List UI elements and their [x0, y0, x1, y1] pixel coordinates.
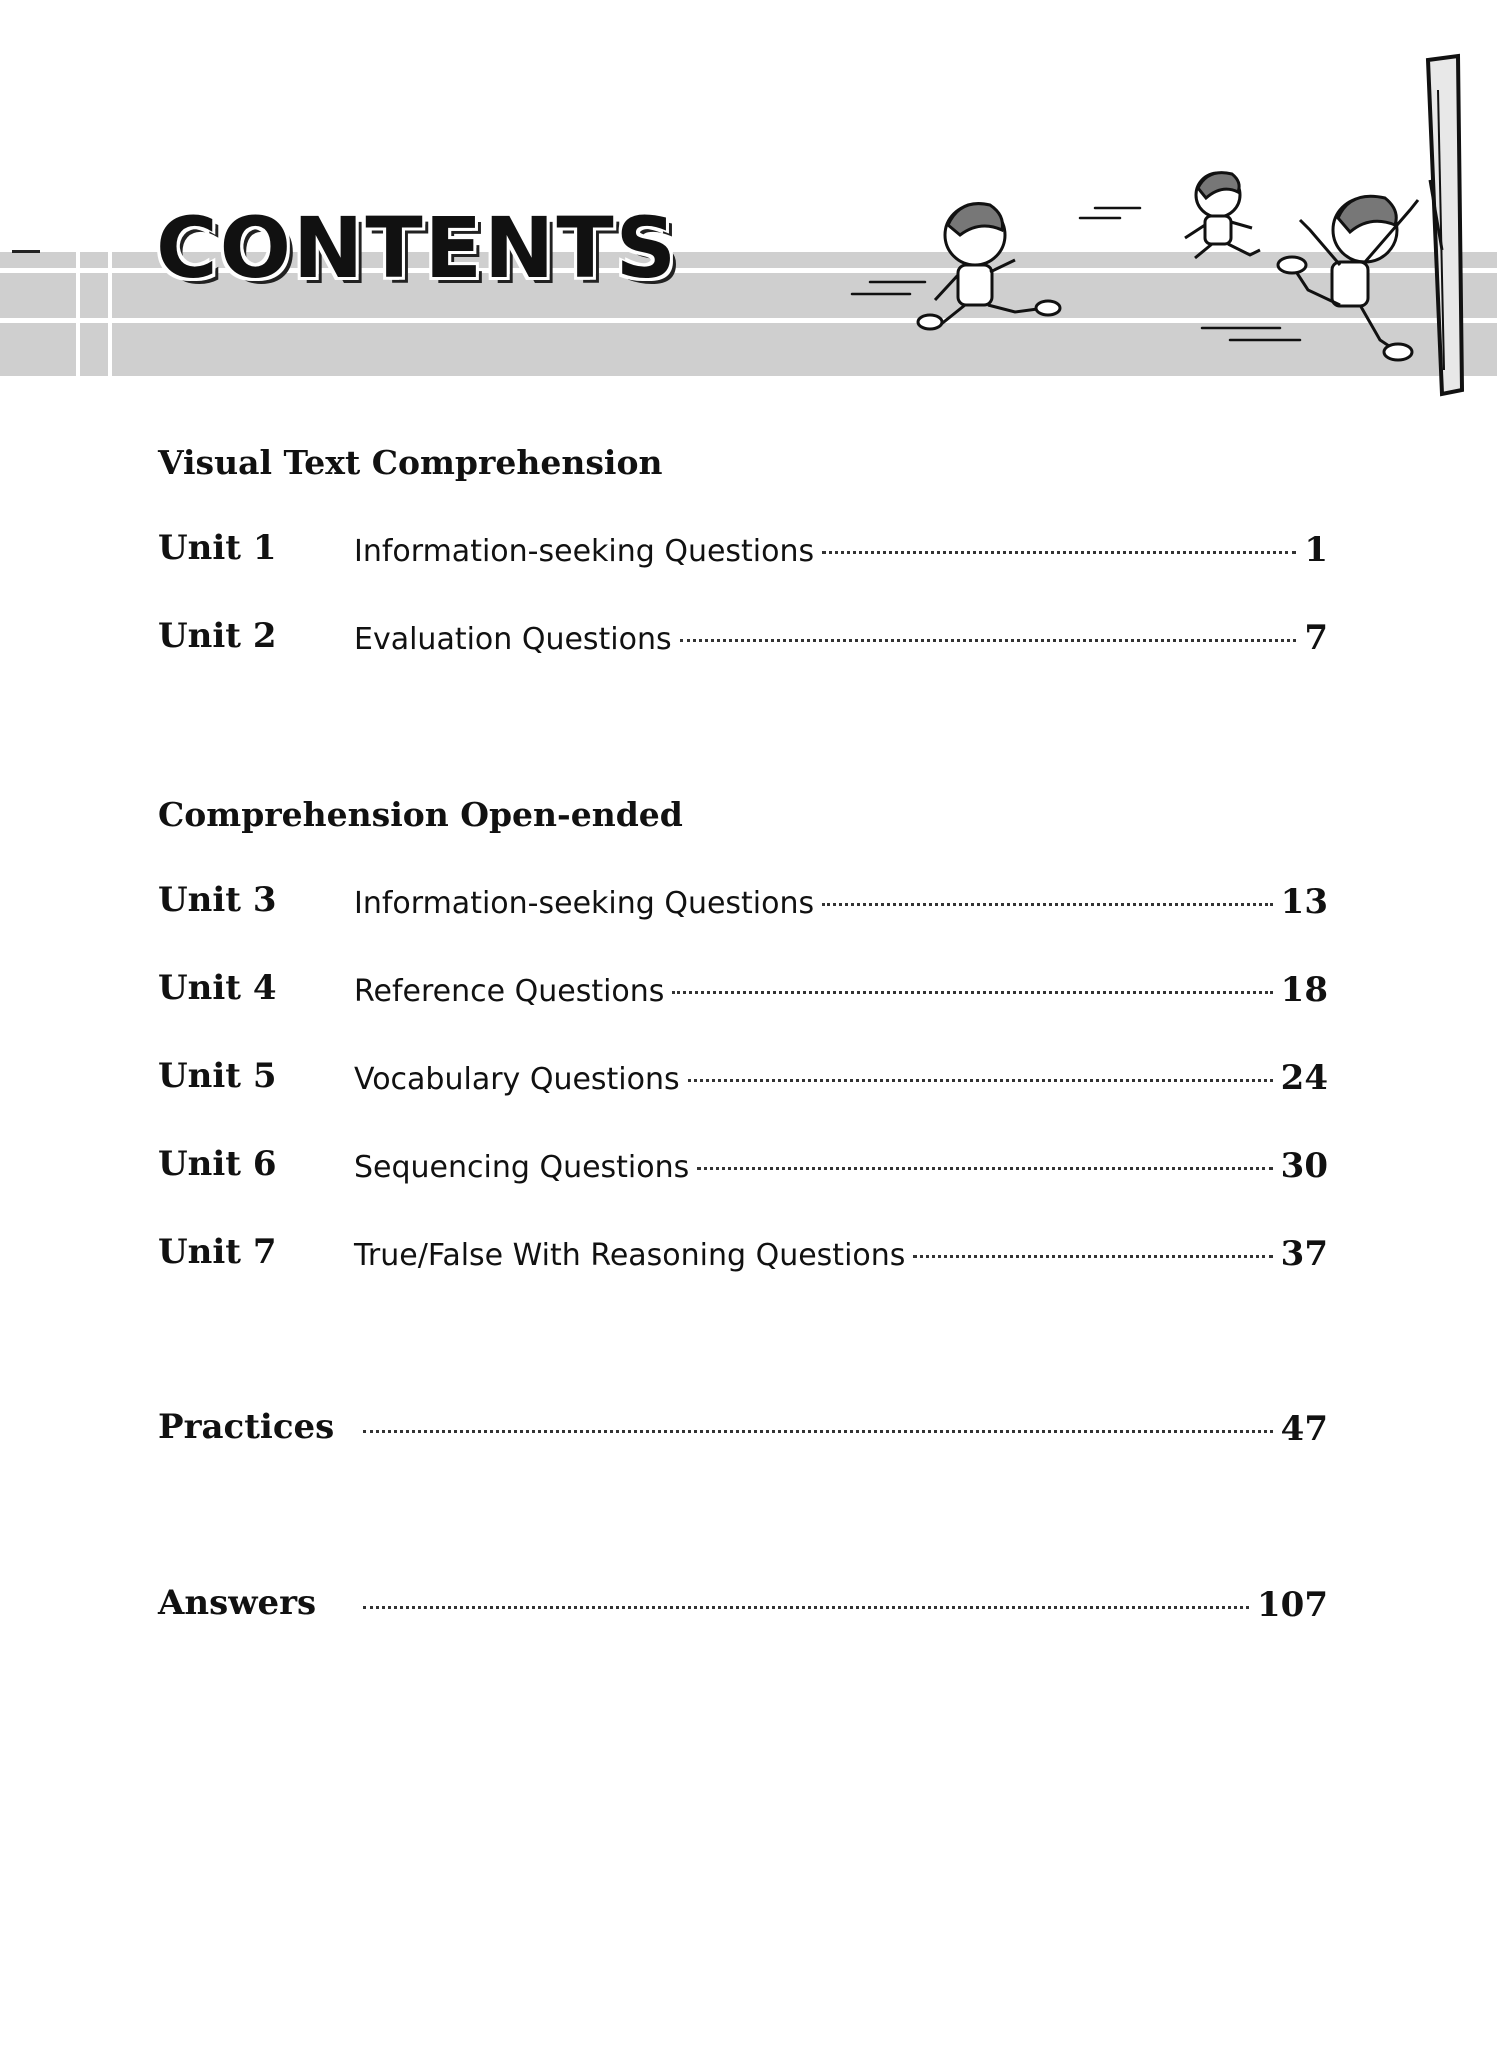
toc-leader	[688, 1079, 1273, 1082]
corner-dash	[12, 250, 40, 253]
running-child-icon	[918, 204, 1060, 329]
toc-entry[interactable]	[158, 879, 1328, 925]
toc-unit: Unit 7	[158, 1232, 277, 1272]
toc-leader	[672, 991, 1272, 994]
toc-title: True/False With Reasoning Questions	[354, 1238, 906, 1273]
toc-page-number: 7	[1304, 618, 1328, 658]
toc-entry-answers[interactable]	[158, 1582, 1328, 1628]
toc-leader	[822, 903, 1273, 906]
toc-extra-label: Practices	[158, 1407, 335, 1447]
toc-title: Information-seeking Questions	[354, 886, 815, 921]
toc-entry[interactable]	[158, 967, 1328, 1013]
toc-page-number: 107	[1257, 1585, 1328, 1625]
toc-title: Vocabulary Questions	[354, 1062, 680, 1097]
toc-entry-practices[interactable]	[158, 1406, 1328, 1452]
running-child-icon	[1185, 173, 1260, 258]
toc-page-number: 30	[1280, 1146, 1328, 1186]
toc-page-number: 24	[1280, 1058, 1328, 1098]
band-divider	[76, 252, 80, 376]
toc-unit: Unit 5	[158, 1056, 277, 1096]
toc-unit: Unit 2	[158, 616, 277, 656]
running-child-icon	[1278, 196, 1418, 360]
toc-unit: Unit 3	[158, 880, 277, 920]
toc-leader	[697, 1167, 1272, 1170]
toc-title: Reference Questions	[354, 974, 665, 1009]
toc-page-number: 47	[1280, 1409, 1328, 1449]
toc-unit: Unit 4	[158, 968, 277, 1008]
toc-leader	[822, 551, 1296, 554]
running-children-illustration	[840, 50, 1497, 410]
toc-page-number: 1	[1304, 530, 1328, 570]
toc-title: Evaluation Questions	[354, 622, 672, 657]
toc-title: Sequencing Questions	[354, 1150, 690, 1185]
toc-title: Information-seeking Questions	[354, 534, 815, 569]
toc-leader	[680, 639, 1297, 642]
page-title: CONTENTS	[156, 199, 679, 297]
toc-leader	[913, 1255, 1272, 1258]
toc-entry[interactable]	[158, 1231, 1328, 1277]
finish-post-icon	[1428, 56, 1462, 394]
toc-leader	[363, 1606, 1249, 1609]
toc-page-number: 18	[1280, 970, 1328, 1010]
section-heading: Visual Text Comprehension	[158, 443, 663, 482]
toc-extra-label: Answers	[158, 1583, 317, 1623]
toc-unit: Unit 6	[158, 1144, 277, 1184]
toc-entry[interactable]	[158, 1143, 1328, 1189]
toc-entry[interactable]	[158, 1055, 1328, 1101]
section-heading: Comprehension Open-ended	[158, 795, 683, 834]
toc-page-number: 37	[1280, 1234, 1328, 1274]
toc-leader	[363, 1430, 1273, 1433]
toc-entry[interactable]	[158, 615, 1328, 661]
toc-page-number: 13	[1280, 882, 1328, 922]
toc-unit: Unit 1	[158, 528, 277, 568]
toc-entry[interactable]	[158, 527, 1328, 573]
band-divider	[108, 252, 112, 376]
